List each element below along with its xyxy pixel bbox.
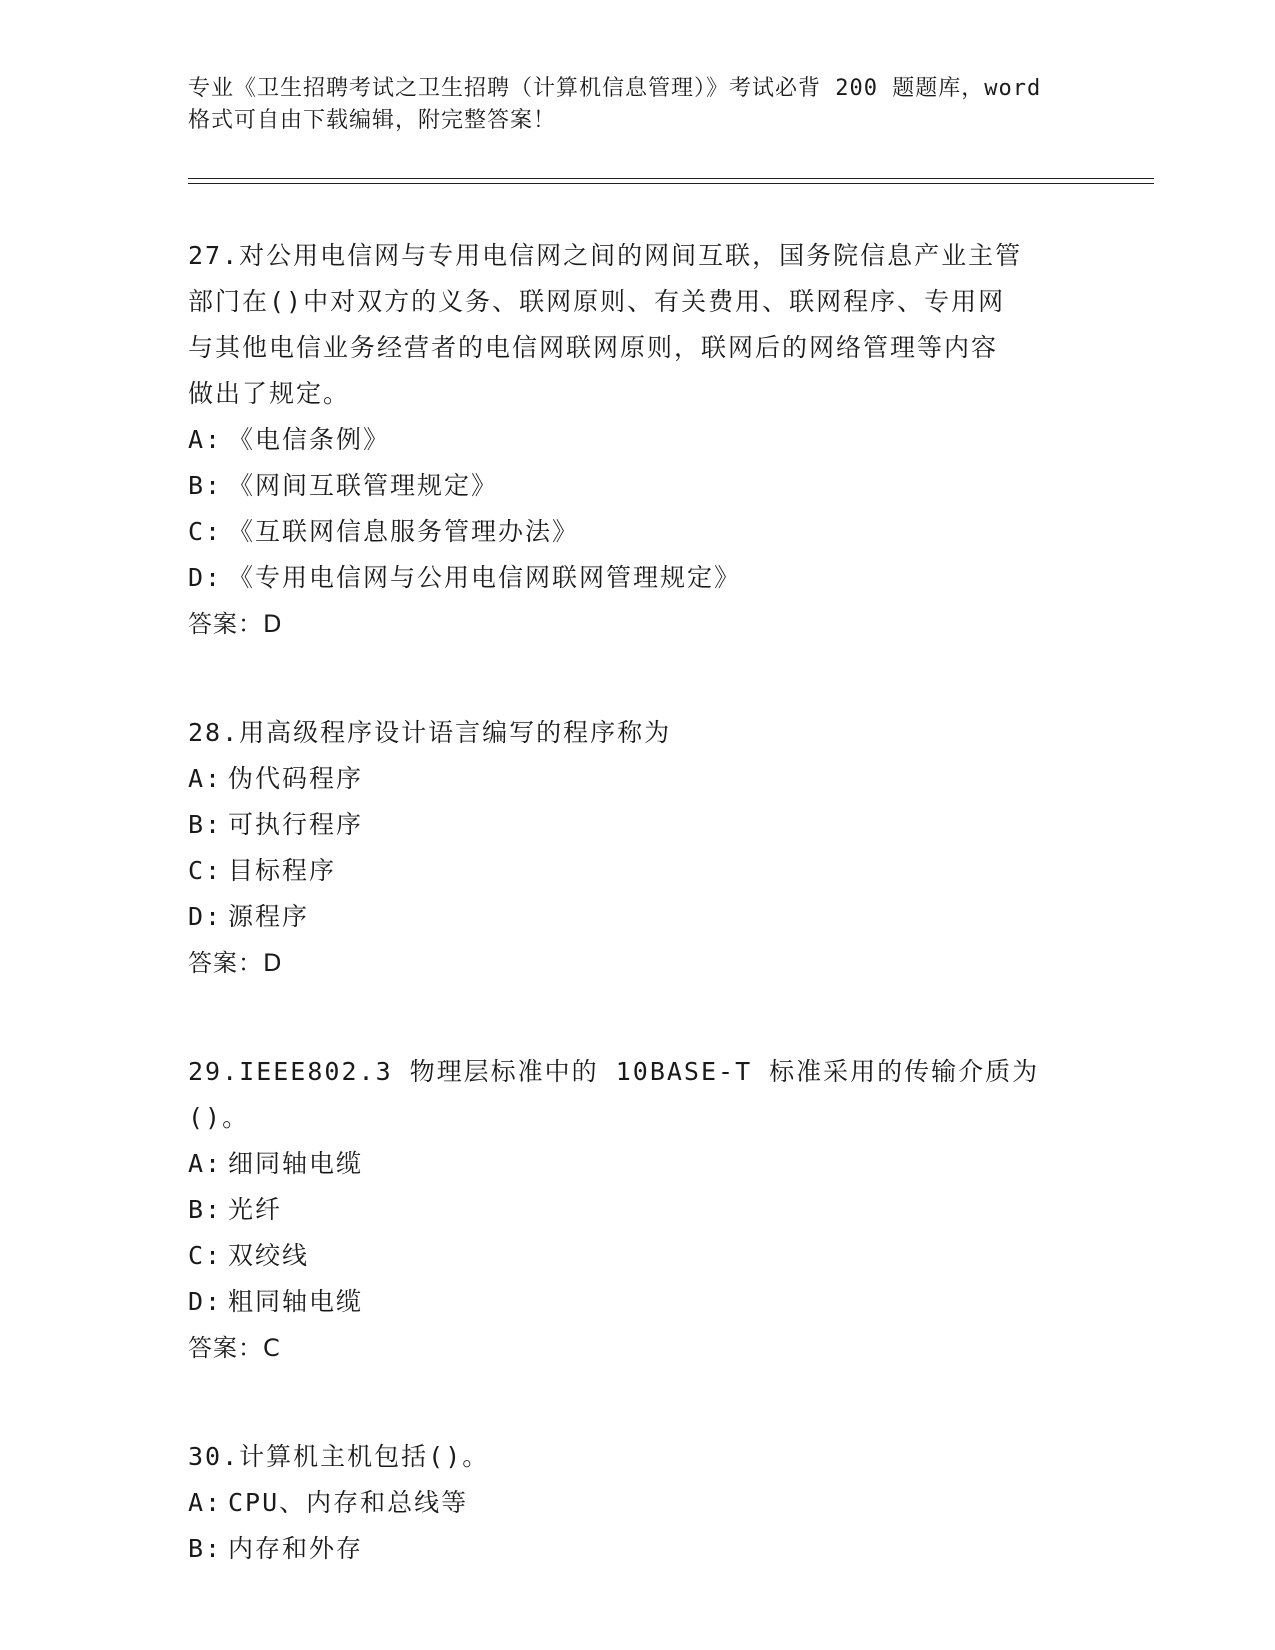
option-text: 《互联网信息服务管理办法》 bbox=[228, 517, 580, 546]
question-text-line: 27.对公用电信网与专用电信网之间的网间互联，国务院信息产业主管 bbox=[188, 241, 1023, 270]
option-text: 源程序 bbox=[228, 902, 310, 931]
question-spacer bbox=[188, 1371, 1088, 1409]
option-row bbox=[188, 509, 1088, 555]
question-text-line: 30.计算机主机包括()。 bbox=[188, 1442, 490, 1471]
question-block bbox=[188, 1434, 1088, 1572]
option-letter: B: bbox=[188, 1534, 223, 1563]
option-letter: A: bbox=[188, 425, 223, 454]
option-row bbox=[188, 555, 1088, 601]
question-text-line: 做出了规定。 bbox=[188, 379, 351, 408]
option-text: 伪代码程序 bbox=[228, 764, 364, 793]
option-row bbox=[188, 417, 1088, 463]
question-block bbox=[188, 233, 1088, 685]
option-letter: A: bbox=[188, 764, 223, 793]
option-text: 《专用电信网与公用电信网联网管理规定》 bbox=[228, 563, 742, 592]
option-row bbox=[188, 1480, 1088, 1526]
option-letter: A: bbox=[188, 1149, 223, 1178]
option-letter: B: bbox=[188, 1195, 223, 1224]
option-letter: C: bbox=[188, 856, 223, 885]
option-letter: A: bbox=[188, 1488, 223, 1517]
option-text: 粗同轴电缆 bbox=[228, 1287, 364, 1316]
option-text: 目标程序 bbox=[228, 856, 337, 885]
option-text: 光纤 bbox=[228, 1195, 283, 1224]
option-text: CPU、内存和总线等 bbox=[228, 1488, 469, 1517]
header-line-2: 格式可自由下载编辑，附完整答案！ bbox=[188, 108, 557, 133]
question-text-line: 与其他电信业务经营者的电信网联网原则，联网后的网络管理等内容 bbox=[188, 333, 999, 362]
question-spacer bbox=[188, 986, 1088, 1024]
question-block bbox=[188, 710, 1088, 1024]
option-letter: D: bbox=[188, 902, 223, 931]
option-letter: B: bbox=[188, 471, 223, 500]
option-row bbox=[188, 1187, 1088, 1233]
answer-line: 答案：D bbox=[188, 949, 283, 977]
question-text-line: 29.IEEE802.3 物理层标准中的 10BASE-T 标准采用的传输介质为()。 bbox=[188, 1057, 1040, 1132]
option-letter: B: bbox=[188, 810, 223, 839]
option-text: 双绞线 bbox=[228, 1241, 310, 1270]
header-divider-bottom bbox=[188, 183, 1154, 184]
answer-line: 答案：C bbox=[188, 1334, 281, 1362]
option-text: 内存和外存 bbox=[228, 1534, 364, 1563]
option-text: 细同轴电缆 bbox=[228, 1149, 364, 1178]
option-row bbox=[188, 848, 1088, 894]
answer-line: 答案：D bbox=[188, 610, 283, 638]
option-letter: C: bbox=[188, 1241, 223, 1270]
question-block bbox=[188, 1049, 1088, 1409]
option-row bbox=[188, 756, 1088, 802]
option-row bbox=[188, 894, 1088, 940]
question-list bbox=[188, 233, 1088, 1597]
question-text-line: 部门在()中对双方的义务、联网原则、有关费用、联网程序、专用网 bbox=[188, 287, 1006, 316]
option-row bbox=[188, 1526, 1088, 1572]
option-text: 《电信条例》 bbox=[228, 425, 391, 454]
option-row bbox=[188, 802, 1088, 848]
question-spacer bbox=[188, 647, 1088, 685]
option-row bbox=[188, 463, 1088, 509]
option-letter: D: bbox=[188, 563, 223, 592]
option-letter: C: bbox=[188, 517, 223, 546]
option-text: 《网间互联管理规定》 bbox=[228, 471, 499, 500]
question-text-line: 28.用高级程序设计语言编写的程序称为 bbox=[188, 718, 672, 747]
document-header bbox=[188, 73, 1088, 137]
header-line-1: 专业《卫生招聘考试之卫生招聘（计算机信息管理）》考试必背 200 题题库，word bbox=[188, 76, 1042, 101]
option-row bbox=[188, 1141, 1088, 1187]
option-row bbox=[188, 1279, 1088, 1325]
option-letter: D: bbox=[188, 1287, 223, 1316]
header-divider-top bbox=[188, 178, 1154, 179]
option-row bbox=[188, 1233, 1088, 1279]
option-text: 可执行程序 bbox=[228, 810, 364, 839]
